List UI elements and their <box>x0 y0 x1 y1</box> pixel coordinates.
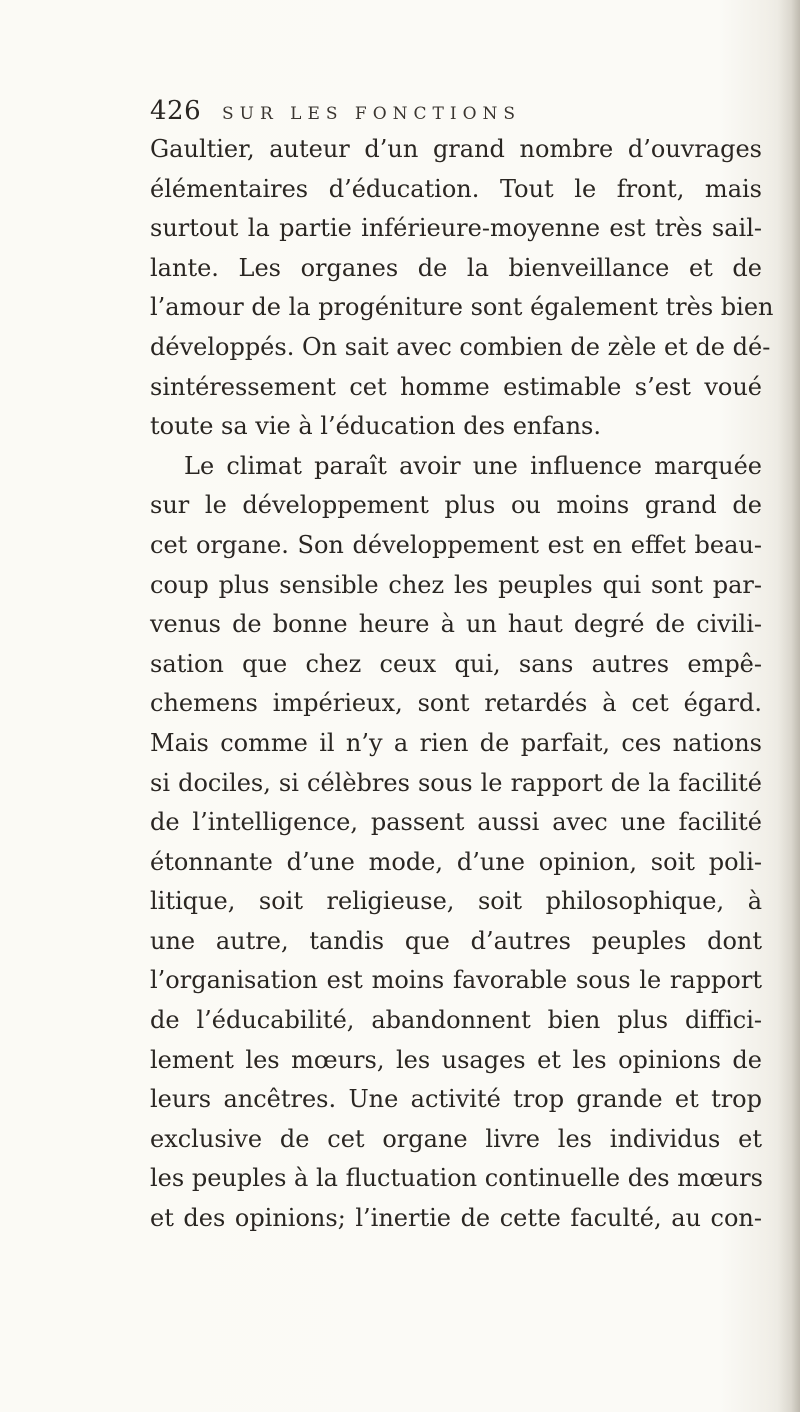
text-line: exclusive de cet organe livre les individus et <box>150 1124 762 1153</box>
page-edge-shadow <box>778 0 800 1412</box>
running-head <box>150 96 750 130</box>
text-line: développés. On sait avec combien de zèle et de dé- <box>150 332 771 361</box>
text-line: cet organe. Son développement est en effet beau- <box>150 530 762 559</box>
text-line: coup plus sensible chez les peuples qui sont par- <box>150 570 762 599</box>
text-line: les peuples à la fluctuation continuelle des mœurs <box>150 1164 763 1193</box>
text-line: étonnante d’une mode, d’une opinion, soit poli- <box>150 847 762 876</box>
text-line: Mais comme il n’y a rien de parfait, ces nations <box>150 728 762 757</box>
text-line: et des opinions; l’inertie de cette faculté, au con- <box>150 1204 762 1233</box>
text-line: venus de bonne heure à un haut degré de civili- <box>150 610 762 639</box>
body-text <box>150 130 774 1239</box>
page-number: 426 <box>150 96 202 126</box>
text-line: de l’intelligence, passent aussi avec une facilité <box>150 808 762 837</box>
text-line: l’organisation est moins favorable sous le rapport <box>150 966 762 995</box>
text-line: chemens impérieux, sont retardés à cet égard. <box>150 689 762 718</box>
text-line: Gaultier, auteur d’un grand nombre d’ouvrages <box>150 135 762 163</box>
text-line: de l’éducabilité, abandonnent bien plus diffici- <box>150 1006 762 1035</box>
text-line: sur le développement plus ou moins grand de <box>150 491 762 520</box>
text-line: lement les mœurs, les usages et les opinions de <box>150 1045 762 1074</box>
text-line: si dociles, si célèbres sous le rapport de la facilité <box>150 768 762 797</box>
running-title: SUR LES FONCTIONS <box>222 104 522 124</box>
text-line: sation que chez ceux qui, sans autres empê- <box>150 649 762 678</box>
text-line: surtout la partie inférieure-moyenne est très sail- <box>150 214 762 243</box>
text-line: toute sa vie à l’éducation des enfans. <box>150 412 601 441</box>
text-line: élémentaires d’éducation. Tout le front, mais <box>150 174 762 203</box>
paragraph-start-line: Le climat paraît avoir une influence marquée <box>184 451 762 480</box>
text-line: lante. Les organes de la bienveillance et de <box>150 253 762 282</box>
text-line: sintéressement cet homme estimable s’est voué <box>150 372 762 401</box>
text-line: l’amour de la progéniture sont également très bien <box>150 293 774 322</box>
text-line: une autre, tandis que d’autres peuples dont <box>150 926 762 955</box>
text-line: leurs ancêtres. Une activité trop grande et trop <box>150 1085 762 1114</box>
text-line: litique, soit religieuse, soit philosophique, à <box>150 887 762 916</box>
